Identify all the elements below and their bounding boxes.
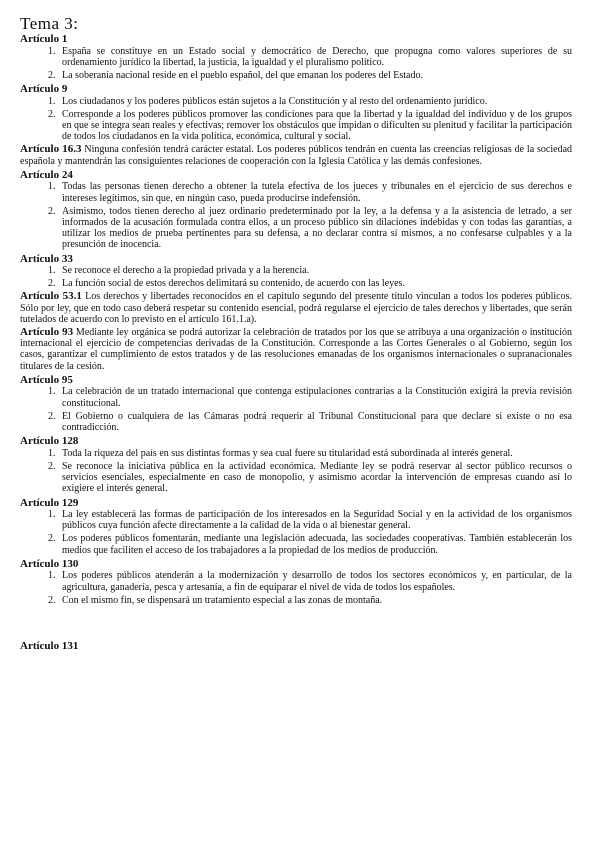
article-95	[20, 374, 572, 433]
article-heading: Artículo 128	[20, 435, 79, 448]
article-53-1	[20, 291, 572, 325]
article-130	[20, 558, 572, 606]
article-list	[20, 96, 572, 143]
list-item: 2. Se reconoce la iniciativa pública en la actividad económica. Mediante ley se podrá reservar al sector público recursos o servicios esenciales, especialmente en caso de monopolio, y asimismo acordar la intervención de empresas cuando así lo exigiere el interés general.	[58, 461, 572, 495]
article-128	[20, 435, 572, 494]
article-heading: Artículo 1	[20, 33, 68, 45]
list-item: 2. La función social de estos derechos delimitará su contenido, de acuerdo con las leyes.	[58, 278, 572, 289]
article-text: Ninguna confesión tendrá carácter estatal. Los poderes públicos tendrán en cuenta las creencias religiosas de la sociedad española y mantendrán las consiguientes relaciones de cooperación con la Iglesia Católica y las demás confesiones.	[20, 144, 573, 167]
list-item: 1. Todas las personas tienen derecho a obtener la tutela efectiva de los jueces y tribunales en el ejercicio de sus derechos e intereses legítimos, sin que, en ningún caso, pueda producirse indefensión.	[58, 181, 572, 203]
spacer	[20, 608, 572, 640]
list-item: 2. La soberanía nacional reside en el pueblo español, del que emanan los poderes del Estado.	[58, 70, 572, 81]
article-heading: Artículo 129	[20, 496, 79, 509]
article-list	[20, 386, 572, 433]
list-item: 2. Asimismo, todos tienen derecho al juez ordinario predeterminado por la ley, a la defensa y a la asistencia de letrado, a ser informados de la acusación formulada contra ellos, a un proceso público sin dilaciones indebidas y con todas las garantías, a utilizar los medios de prueba pertinentes para su defensa, a no declarar contra sí mismos, a no confesarse culpables y a la presunción de inocencia.	[58, 206, 572, 251]
article-list	[20, 570, 572, 606]
article-heading: Artículo 9	[20, 83, 68, 96]
list-item: 1. Los ciudadanos y los poderes públicos están sujetos a la Constitución y al resto del ordenamiento jurídico.	[58, 96, 572, 107]
list-item: 2. Los poderes públicos fomentarán, mediante una legislación adecuada, las sociedades cooperativas. También establecerán los medios que faciliten el acceso de los trabajadores a la propiedad de los medios de producción.	[58, 533, 572, 555]
article-heading: Artículo 95	[20, 373, 73, 386]
list-item: 2. Con el mismo fin, se dispensará un tratamiento especial a las zonas de montaña.	[58, 595, 572, 606]
article-24	[20, 169, 572, 251]
list-item: 1. España se constituye en un Estado social y democrático de Derecho, que propugna como valores superiores de su ordenamiento jurídico la libertad, la justicia, la igualdad y el pluralismo político.	[58, 46, 572, 68]
article-33	[20, 253, 572, 290]
list-item: 1. La celebración de un tratado internacional que contenga estipulaciones contrarias a la Constitución exigirá la previa revisión constitucional.	[58, 386, 572, 408]
list-item: 1. Toda la riqueza del país en sus distintas formas y sea cual fuere su titularidad está subordinada al interés general.	[58, 448, 572, 459]
article-heading: Artículo 53.1	[20, 290, 82, 303]
article-heading: Artículo 93	[20, 326, 74, 339]
article-heading: Artículo 131	[20, 639, 79, 652]
list-item: 1. La ley establecerá las formas de participación de los interesados en la Seguridad Social y en la actividad de los organismos públicos cuya función afecte directamente a la calidad de la vida o al bienestar general.	[58, 509, 572, 531]
article-paragraph	[20, 291, 572, 325]
article-1	[20, 33, 572, 81]
article-list	[20, 265, 572, 289]
article-list	[20, 509, 572, 556]
article-list	[20, 181, 572, 250]
article-list	[20, 46, 572, 82]
list-item: 1. Los poderes públicos atenderán a la modernización y desarrollo de todos los sectores económicos y, en particular, de la agricultura, ganadería, pesca y artesanía, a fin de equiparar el nivel de vida de todos los españoles.	[58, 570, 572, 592]
list-item: 2. El Gobierno o cualquiera de las Cámaras podrá requerir al Tribunal Constitucional para que declare si existe o no esa contradicción.	[58, 411, 572, 433]
article-text: Los derechos y libertades reconocidos en el capítulo segundo del presente título vinculan a todos los poderes públicos. Sólo por ley, que en todo caso deberá respetar su contenido esencial, podrá regularse el ejercicio de tales derechos y libertades, que serán tutelados de acuerdo con lo previsto en el artículo 161.1.a).	[20, 291, 573, 325]
article-9	[20, 83, 572, 142]
article-heading: Artículo 24	[20, 168, 73, 181]
article-list	[20, 448, 572, 495]
article-text: Mediante ley orgánica se podrá autorizar la celebración de tratados por los que se atribuya a una organización o institución internacional el ejercicio de competencias derivadas de la Constitución. Corresponde a las Cortes Generales o al Gobierno, según los casos, garantizar el cumplimiento de estos tratados y de las resoluciones emanadas de los organismos internacionales o supranacionales titulares de la cesión.	[20, 327, 573, 372]
article-heading: Artículo 130	[20, 557, 79, 570]
article-heading: Artículo 16.3	[20, 143, 82, 156]
article-heading: Artículo 33	[20, 252, 73, 265]
page-title: Tema 3:	[20, 14, 79, 33]
article-129	[20, 497, 572, 556]
article-16-3	[20, 144, 572, 166]
article-131	[20, 640, 572, 653]
list-item: 1. Se reconoce el derecho a la propiedad privada y a la herencia.	[58, 265, 572, 276]
list-item: 2. Corresponde a los poderes públicos promover las condiciones para que la libertad y la igualdad del individuo y de los grupos en que se integra sean reales y efectivas; remover los obstáculos que impidan o dificulten su plenitud y facilitar la participación de todos los ciudadanos en la vida política, económica, cultural y social.	[58, 109, 572, 143]
article-93	[20, 327, 572, 372]
article-paragraph	[20, 327, 572, 372]
article-paragraph	[20, 144, 572, 166]
